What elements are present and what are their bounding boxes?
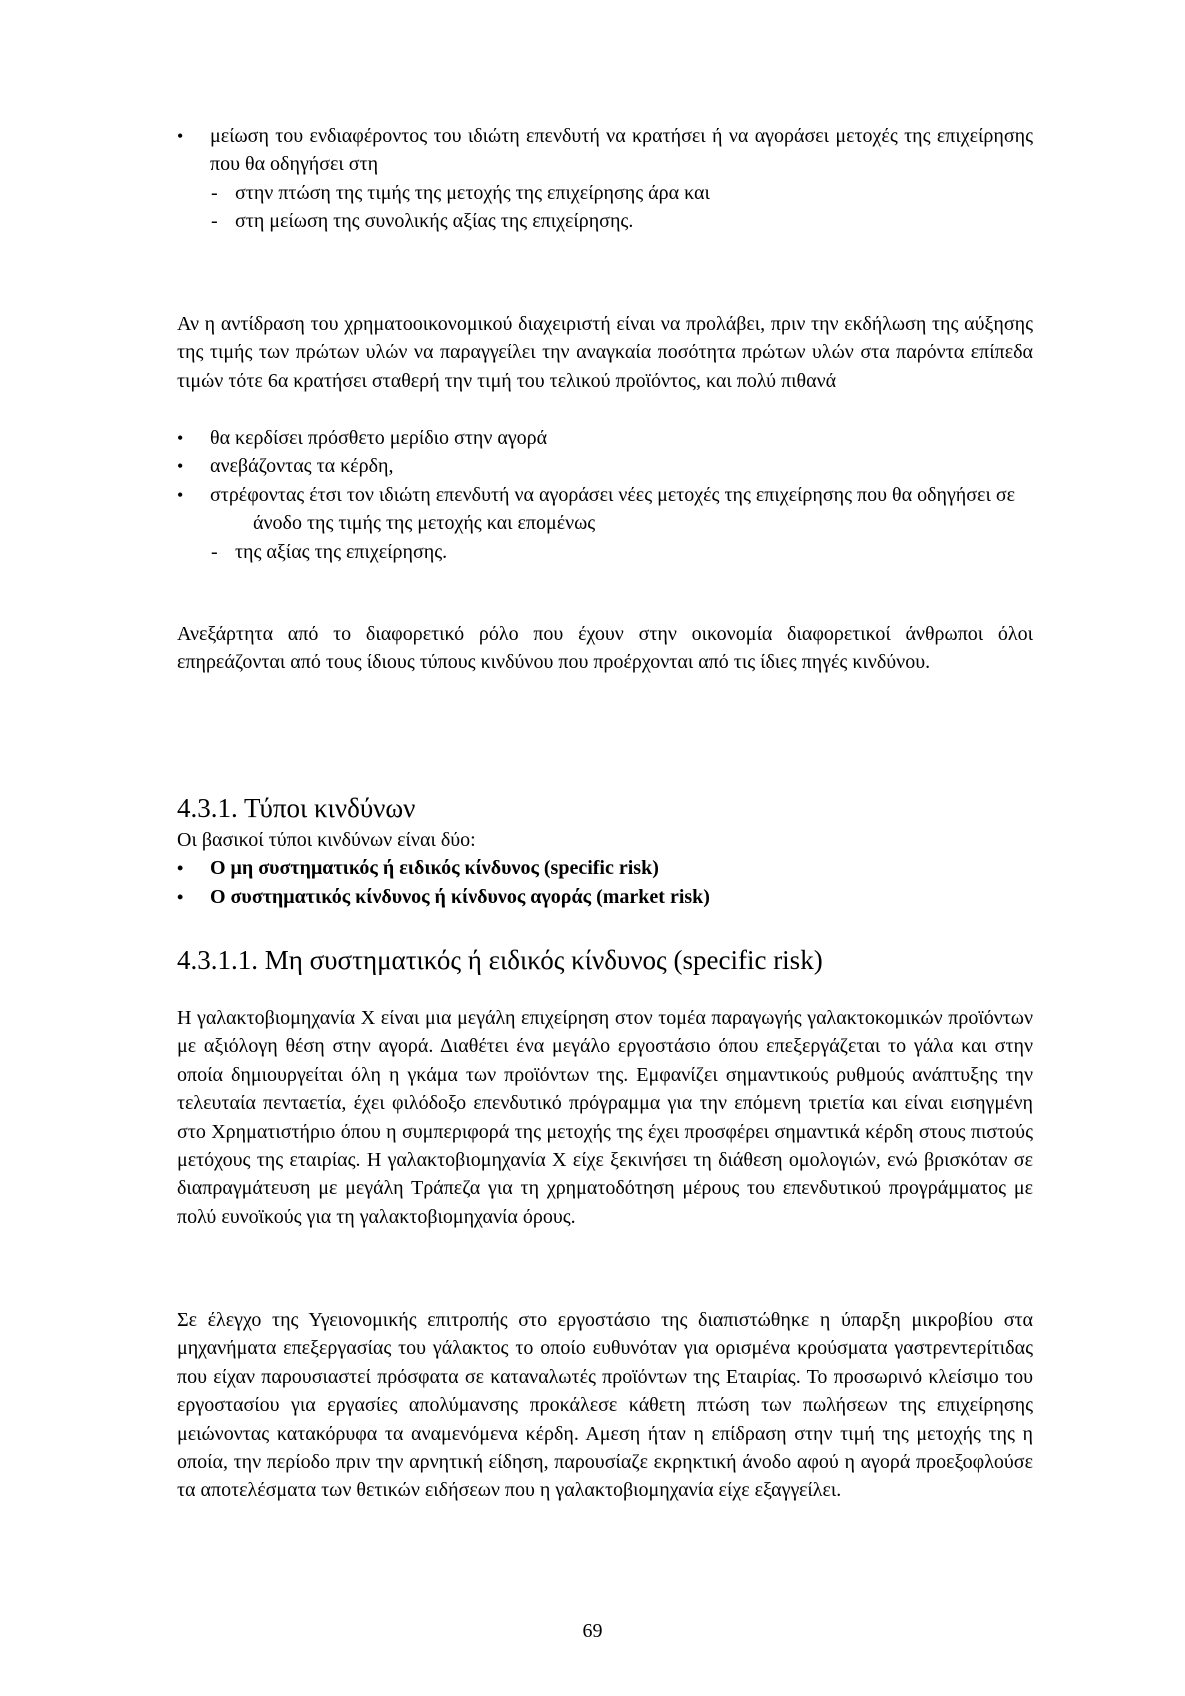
bullet-item: • στρέφοντας έτσι τον ιδιώτη επενδυτή να αγοράσει νέες μετοχές της επιχείρησης που θα οδηγήσει σε — [177, 481, 1033, 509]
bullet-item-market-risk: • Ο συστηματικός κίνδυνος ή κίνδυνος αγοράς (market risk) — [177, 883, 1033, 911]
paragraph-risk-sources: Ανεξάρτητα από το διαφορετικό ρόλο που έχουν στην οικονομία διαφορετικοί άνθρωποι όλοι επηρεάζονται από τους ίδιους τύπους κινδύνου που προέρχονται από τις ίδιες πηγές κινδύνου. — [177, 623, 1033, 674]
paragraph-dairy-company: Η γαλακτοβιομηχανία Χ είναι μια μεγάλη επιχείρηση στον τομέα παραγωγής γαλακτοκομικών προϊόντων με αξιόλογη θέση στην αγορά. Διαθέτει ένα μεγάλο εργοστάσιο όπου επεξεργάζεται το γάλα και στην οποία δημιουργείται όλη η γκάμα των προϊόντων της. Εμφανίζει σημαντικούς ρυθμούς ανάπτυξης την τελευταία πενταετία, έχει φιλόδοξο επενδυτικό πρόγραμμα για την επόμενη τριετία και είναι εισηγμένη στο Χρηματιστήριο όπου η συμπεριφορά της μετοχής της έχει προσφέρει σημαντικά κέρδη στους πιστούς μετόχους της εταιρίας. Η γαλακτοβιομηχανία Χ είχε ξεκινήσει τη διάθεση ομολογιών, ενώ βρισκόταν σε διαπραγμάτευση με μεγάλη Τράπεζα για τη χρηματοδότηση μέρους του επενδυτικού προγράμματος με πολύ ευνοϊκούς για τη γαλακτοβιομηχανία όρους. — [177, 1007, 1033, 1228]
bullet-list-market-share — [177, 424, 1033, 566]
bullet-item: • μείωση του ενδιαφέροντος του ιδιώτη επενδυτή να κρατήσει ή να αγοράσει μετοχές της επιχείρησης που θα οδηγήσει στη — [177, 122, 1033, 179]
bullet-item-specific-risk: • Ο μη συστηματικός ή ειδικός κίνδυνος (specific risk) — [177, 854, 1033, 882]
paragraph-health-inspection: Σε έλεγχο της Υγειονομικής επιτροπής στο εργοστάσιο της διαπιστώθηκε η ύπαρξη μικροβίου στα μηχανήματα επεξεργασίας του γάλακτος το οποίο ευθυνόταν για ορισμένα κρούσματα γαστρεντερίτιδας που είχαν παρουσιαστεί πρόσφατα σε καταναλωτές προϊόντων της Εταιρίας. Το προσωρινό κλείσιμο του εργοστασίου για εργασίες απολύμανσης προκάλεσε κάθετη πτώση των πωλήσεων της επιχείρησης μειώνοντας κατακόρυφα τα αναμενόμενα κέρδη. Αμεση ήταν η επίδραση στην τιμή της μετοχής της η οποία, την περίοδο πριν την αρνητική είδηση, παρουσίαζε εκρηκτική άνοδο αφού η αγορά προεξοφλούσε τα αποτελέσματα των θετικών ειδήσεων που η γαλακτοβιομηχανία είχε εξαγγείλει. — [177, 1309, 1033, 1502]
section-heading-risk-types: 4.3.1. Τύποι κινδύνων — [177, 793, 416, 823]
page-number: 69 — [582, 1620, 603, 1642]
dash-item: - στην πτώση της τιμής της μετοχής της επιχείρησης άρα και — [177, 179, 1033, 207]
bullet-item: • θα κερδίσει πρόσθετο μερίδιο στην αγορά — [177, 424, 1033, 452]
paragraph-financial-manager: Αν η αντίδραση του χρηματοοικονομικού διαχειριστή είναι να προλάβει, πριν την εκδήλωση της αύξησης της τιμής των πρώτων υλών να παραγγείλει την αναγκαία ποσότητα πρώτων υλών στα παρόντα επίπεδα τιμών τότε 6α κρατήσει σταθερή την τιμή του τελικού προϊόντος, και πολύ πιθανά — [177, 313, 1033, 392]
bullet-list-investor-decrease — [177, 122, 1033, 236]
risk-types-intro: Οι βασικοί τύποι κινδύνων είναι δύο: — [177, 829, 476, 851]
dash-item: - στη μείωση της συνολικής αξίας της επιχείρησης. — [177, 207, 1033, 235]
subsection-heading-specific-risk: 4.3.1.1. Μη συστηματικός ή ειδικός κίνδυνος (specific risk) — [177, 945, 823, 975]
dash-item: - της αξίας της επιχείρησης. — [177, 538, 1033, 566]
bullet-item: • ανεβάζοντας τα κέρδη, — [177, 452, 1033, 480]
risk-types-list — [177, 826, 1033, 911]
sub-item: άνοδο της τιμής της μετοχής και επομένως — [253, 512, 596, 535]
